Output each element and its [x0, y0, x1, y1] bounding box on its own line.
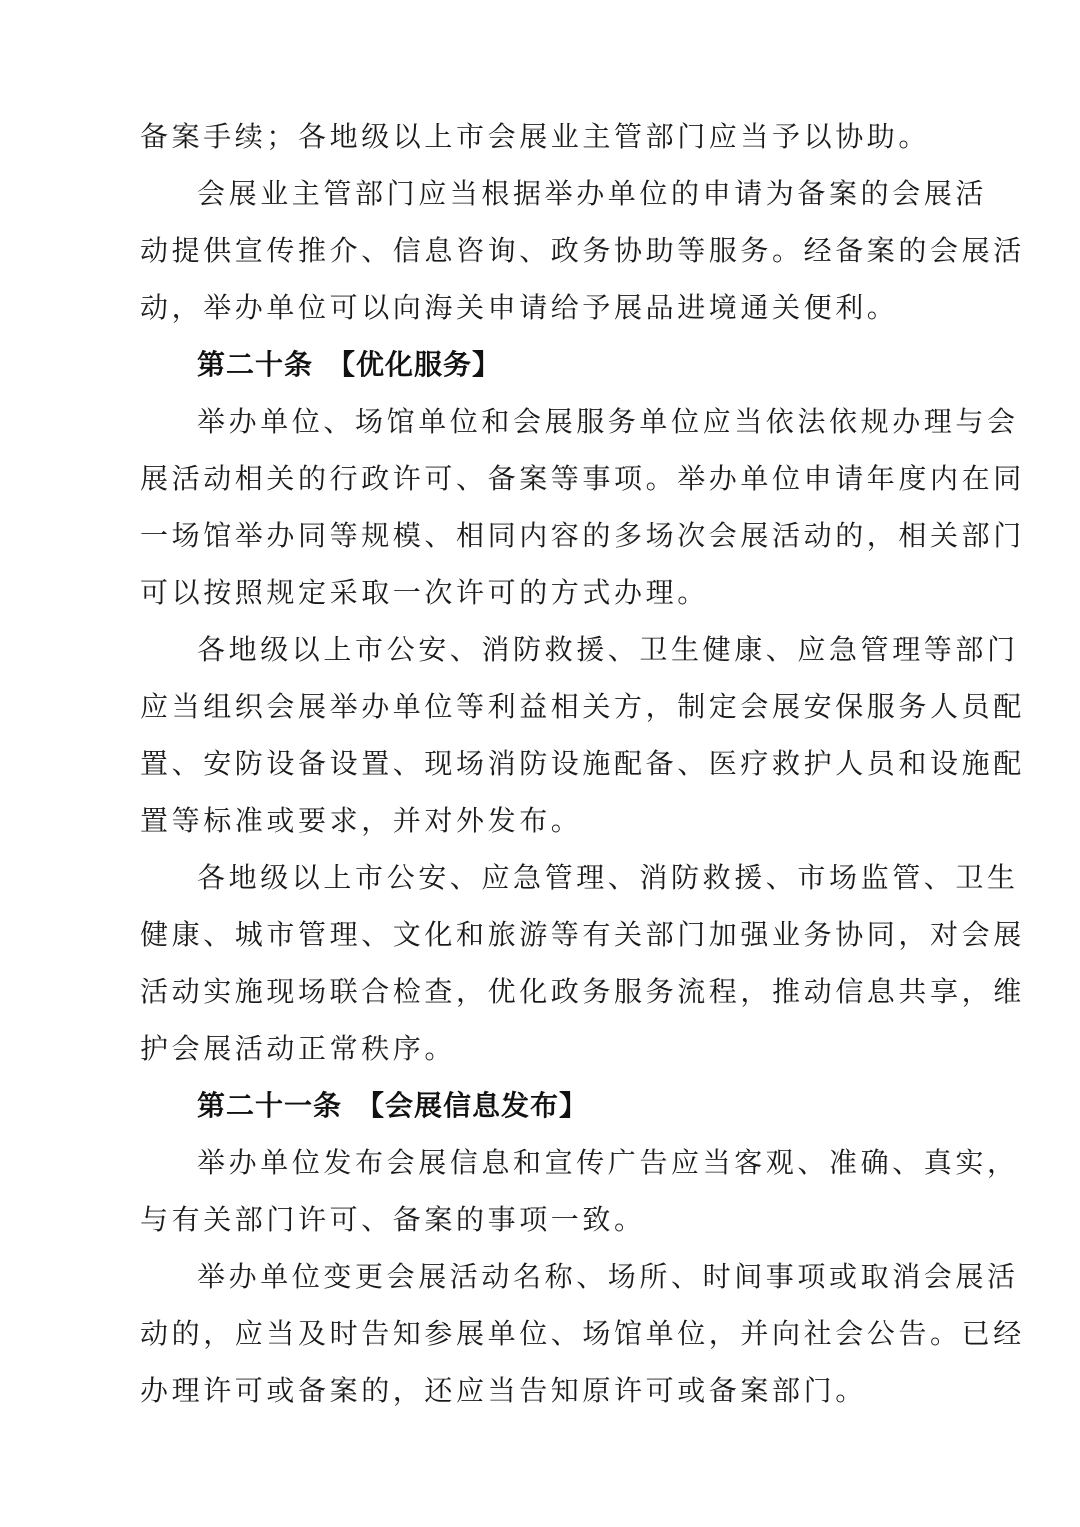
paragraph-line: 动提供宣传推介、信息咨询、政务协助等服务。经备案的会展活 — [140, 234, 1025, 267]
paragraph-line: 展活动相关的行政许可、备案等事项。举办单位申请年度内在同 — [140, 462, 1025, 495]
paragraph-line: 护会展活动正常秩序。 — [140, 1032, 457, 1065]
article-heading — [140, 336, 942, 393]
paragraph — [140, 393, 1025, 621]
article-number: 第二十条 — [197, 348, 314, 381]
paragraph-line: 动的，应当及时告知参展单位、场馆单位，并向社会公告。已经 — [140, 1317, 1025, 1350]
article-title: 【会展信息发布】 — [356, 1089, 589, 1122]
document-body — [140, 108, 1025, 1419]
paragraph-line: 举办单位发布会展信息和宣传广告应当客观、准确、真实， — [197, 1146, 1019, 1179]
paragraph-line: 举办单位、场馆单位和会展服务单位应当依法依规办理与会 — [197, 405, 1019, 438]
paragraph-line: 与有关部门许可、备案的事项一致。 — [140, 1203, 646, 1236]
paragraph-line: 举办单位变更会展活动名称、场所、时间事项或取消会展活 — [197, 1260, 1019, 1293]
paragraph-line: 置、安防设备设置、现场消防设施配备、医疗救护人员和设施配 — [140, 747, 1025, 780]
paragraph-line: 办理许可或备案的，还应当告知原许可或备案部门。 — [140, 1374, 867, 1407]
paragraph-line: 动，举办单位可以向海关申请给予展品进境通关便利。 — [140, 291, 899, 324]
paragraph-line: 各地级以上市公安、应急管理、消防救援、市场监管、卫生 — [197, 861, 1019, 894]
paragraph-line: 可以按照规定采取一次许可的方式办理。 — [140, 576, 709, 609]
paragraph-line: 置等标准或要求，并对外发布。 — [140, 804, 583, 837]
paragraph-line: 活动实施现场联合检查，优化政务服务流程，推动信息共享，维 — [140, 975, 1025, 1008]
paragraph-line: 健康、城市管理、文化和旅游等有关部门加强业务协同，对会展 — [140, 918, 1025, 951]
paragraph-line: 各地级以上市公安、消防救援、卫生健康、应急管理等部门 — [197, 633, 1019, 666]
article-title: 【优化服务】 — [327, 348, 502, 381]
paragraph — [140, 1248, 1025, 1419]
article-heading — [140, 1077, 942, 1134]
paragraph-line: 会展业主管部门应当根据举办单位的申请为备案的会展活 — [197, 177, 988, 210]
paragraph-line: 一场馆举办同等规模、相同内容的多场次会展活动的，相关部门 — [140, 519, 1025, 552]
paragraph-line: 应当组织会展举办单位等利益相关方，制定会展安保服务人员配 — [140, 690, 1025, 723]
paragraph — [140, 849, 1025, 1077]
paragraph-line: 备案手续；各地级以上市会展业主管部门应当予以协助。 — [140, 120, 931, 153]
paragraph — [140, 108, 942, 165]
paragraph — [140, 165, 1025, 336]
paragraph — [140, 621, 1025, 849]
article-number: 第二十一条 — [197, 1089, 343, 1122]
paragraph — [140, 1134, 1019, 1248]
